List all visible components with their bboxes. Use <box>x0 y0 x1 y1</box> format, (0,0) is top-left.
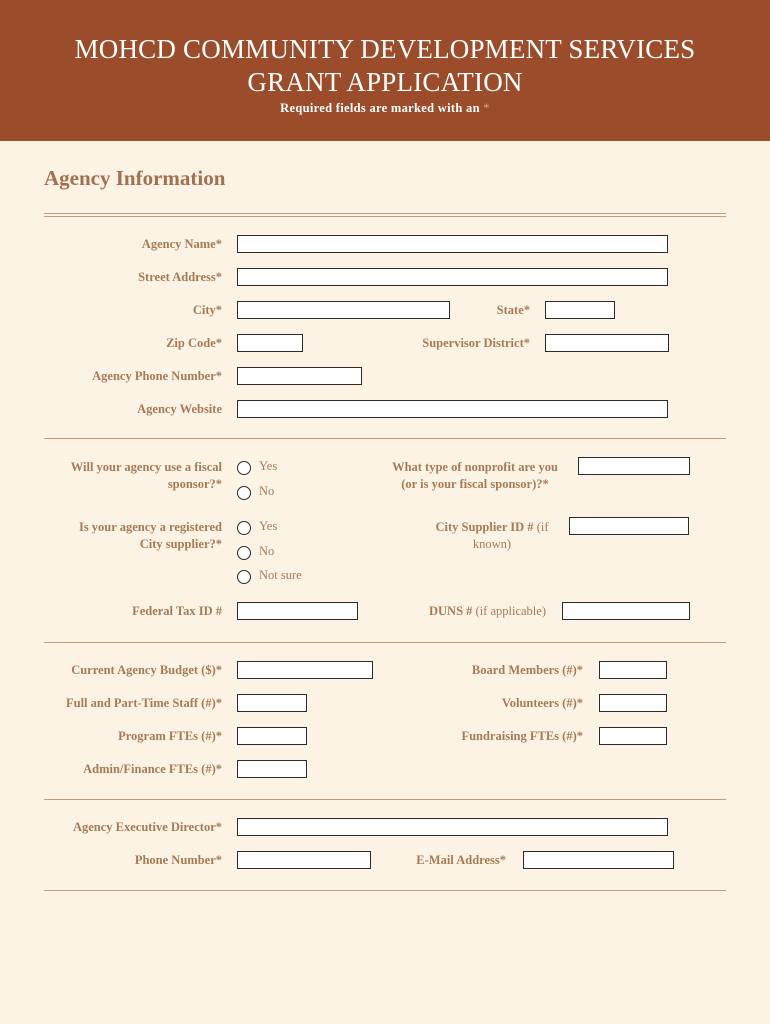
supervisor-district-label: Supervisor District* <box>422 336 530 350</box>
duns-label-text: DUNS # <box>429 604 473 618</box>
fiscal-sponsor-label-line2: sponsor?* <box>167 477 222 491</box>
staff-label: Full and Part-Time Staff (#)* <box>65 696 222 710</box>
fiscal-sponsor-yes-radio[interactable] <box>237 461 251 475</box>
email-label: E-Mail Address* <box>416 853 506 867</box>
city-supplier-label-line2: City supplier?* <box>139 537 222 551</box>
state-input[interactable] <box>545 301 615 319</box>
divider <box>44 438 726 439</box>
board-members-input[interactable] <box>599 661 667 679</box>
divider <box>44 642 726 643</box>
divider <box>44 799 726 800</box>
agency-phone-input[interactable] <box>237 367 362 385</box>
staff-input[interactable] <box>237 694 307 712</box>
city-supplier-label-line1: Is your agency a registered <box>78 520 222 534</box>
fiscal-sponsor-no-label: No <box>259 484 275 498</box>
federal-tax-id-label: Federal Tax ID # <box>132 604 222 618</box>
agency-website-input[interactable] <box>237 400 668 418</box>
fiscal-sponsor-label <box>71 459 222 493</box>
city-supplier-no-radio[interactable] <box>237 546 251 560</box>
duns-note: (if applicable) <box>475 604 546 618</box>
supplier-id-label <box>412 519 572 553</box>
admin-ftes-label: Admin/Finance FTEs (#)* <box>83 762 222 776</box>
city-label: City* <box>192 303 222 317</box>
city-supplier-yes-label: Yes <box>259 519 278 533</box>
nonprofit-type-label-line1: What type of nonprofit are you <box>392 460 558 474</box>
admin-ftes-input[interactable] <box>237 760 307 778</box>
executive-director-label: Agency Executive Director* <box>72 820 222 834</box>
nonprofit-type-label <box>370 459 580 493</box>
supplier-id-note-2: known) <box>472 537 512 551</box>
agency-name-label: Agency Name* <box>141 237 222 251</box>
city-supplier-label <box>79 519 222 553</box>
agency-name-input[interactable] <box>237 235 668 253</box>
fundraising-ftes-label: Fundraising FTEs (#)* <box>461 729 583 743</box>
page-header <box>0 0 770 141</box>
agency-phone-label: Agency Phone Number* <box>92 369 222 383</box>
current-budget-label: Current Agency Budget ($)* <box>71 663 222 677</box>
duns-label <box>429 603 546 620</box>
duns-input[interactable] <box>562 602 690 620</box>
program-ftes-input[interactable] <box>237 727 307 745</box>
city-supplier-no-label: No <box>259 544 275 558</box>
street-address-label: Street Address* <box>138 270 222 284</box>
city-input[interactable] <box>237 301 450 319</box>
fiscal-sponsor-label-line1: Will your agency use a fiscal <box>70 460 222 474</box>
executive-director-input[interactable] <box>237 818 668 836</box>
section-title: Agency Information <box>44 166 226 190</box>
supplier-id-label-text: City Supplier ID # <box>435 520 534 534</box>
board-members-label: Board Members (#)* <box>471 663 583 677</box>
nonprofit-type-label-line2: (or is your fiscal sponsor)?* <box>401 477 549 491</box>
current-budget-input[interactable] <box>237 661 373 679</box>
supervisor-district-input[interactable] <box>545 334 669 352</box>
agency-website-label: Agency Website <box>137 402 222 416</box>
page-title <box>0 33 770 99</box>
volunteers-label: Volunteers (#)* <box>501 696 583 710</box>
phone-number-input[interactable] <box>237 851 371 869</box>
federal-tax-id-input[interactable] <box>237 602 358 620</box>
divider <box>44 890 726 891</box>
required-note <box>0 101 770 116</box>
volunteers-input[interactable] <box>599 694 667 712</box>
supplier-id-note-1: (if <box>536 520 549 534</box>
fiscal-sponsor-yes-label: Yes <box>259 459 278 473</box>
city-supplier-yes-radio[interactable] <box>237 521 251 535</box>
supplier-id-input[interactable] <box>569 517 689 535</box>
fiscal-sponsor-no-radio[interactable] <box>237 486 251 500</box>
nonprofit-type-input[interactable] <box>578 457 690 475</box>
email-input[interactable] <box>523 851 674 869</box>
city-supplier-not-sure-label: Not sure <box>259 568 302 582</box>
required-mark: * <box>483 101 490 115</box>
state-label: State* <box>496 303 530 317</box>
fundraising-ftes-input[interactable] <box>599 727 667 745</box>
required-note-text: Required fields are marked with an <box>280 101 480 115</box>
zip-input[interactable] <box>237 334 303 352</box>
section-divider <box>44 213 726 217</box>
zip-label: Zip Code* <box>166 336 222 350</box>
title-line-2: GRANT APPLICATION <box>247 67 523 97</box>
street-address-input[interactable] <box>237 268 668 286</box>
program-ftes-label: Program FTEs (#)* <box>118 729 222 743</box>
title-line-1: MOHCD COMMUNITY DEVELOPMENT SERVICES <box>74 34 696 64</box>
phone-number-label: Phone Number* <box>134 853 222 867</box>
city-supplier-not-sure-radio[interactable] <box>237 570 251 584</box>
